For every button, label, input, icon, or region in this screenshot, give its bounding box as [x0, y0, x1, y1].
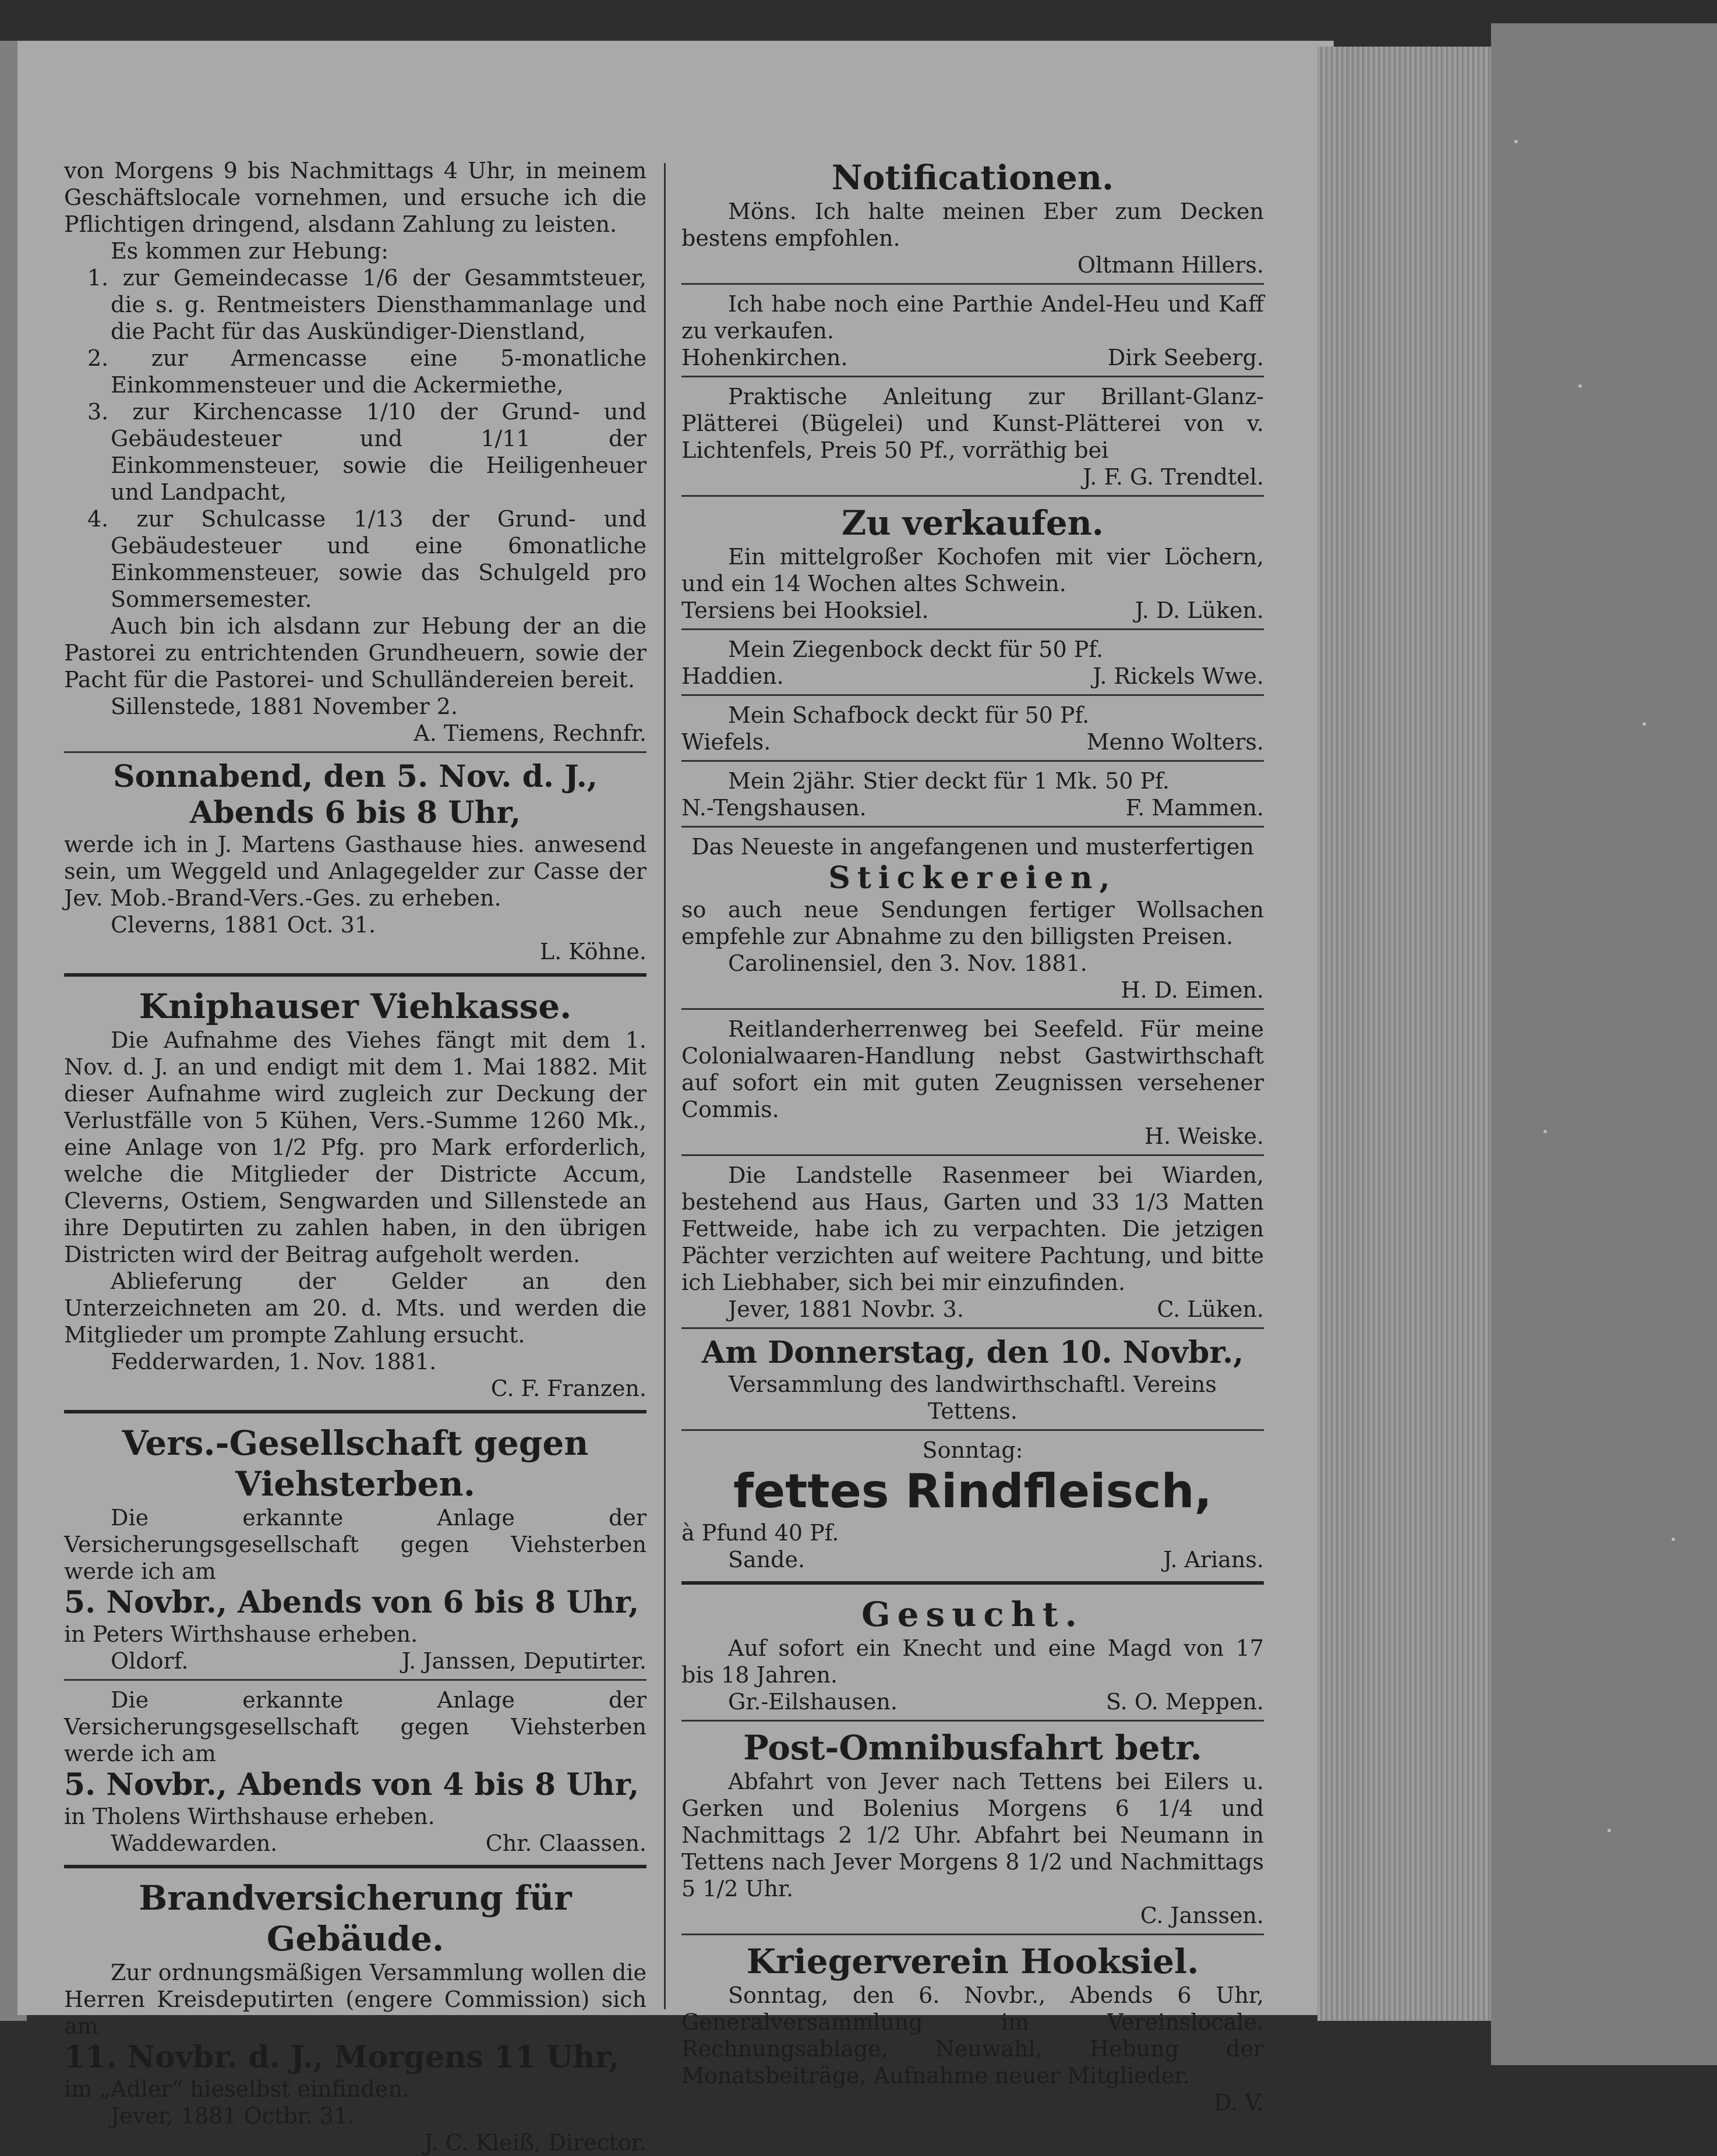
- divider: [681, 1934, 1264, 1935]
- ad-title: Brandversicherung für Gebäude.: [139, 1878, 572, 1959]
- notice-sign-row: [681, 1296, 1264, 1323]
- divider: [681, 826, 1264, 828]
- list-item: 4. zur Schulcasse 1/13 der Grund- und Gebäudesteuer und eine 6monatliche Einkommensteuer, sowie das Schulgeld pro Sommersemester.: [87, 506, 646, 612]
- ad-title: Gesucht.: [861, 1595, 1084, 1634]
- divider: [681, 1720, 1264, 1722]
- notice-date: Sillenstede, 1881 November 2.: [111, 694, 458, 719]
- divider: [681, 628, 1264, 630]
- notice-price: à Pfund 40 Pf.: [681, 1520, 839, 1546]
- ad-big: 5. Novbr., Abends von 4 bis 8 Uhr,: [64, 1767, 640, 1802]
- notice-body: Mein Schafbock deckt für 50 Pf.: [728, 702, 1090, 728]
- divider: [681, 1581, 1264, 1585]
- notice-signature: H. Weiske.: [1144, 1123, 1264, 1149]
- notice-signature: J. D. Lüken.: [1135, 598, 1264, 623]
- notice-signature: J. Arians.: [1163, 1547, 1264, 1572]
- divider: [64, 751, 646, 753]
- notice-signature: S. O. Meppen.: [1105, 1689, 1264, 1715]
- list-item: 3. zur Kirchencasse 1/10 der Grund- und Gebäudesteuer und 1/11 der Einkommensteuer, sowie die Heiligenheuer und Landpacht,: [87, 399, 646, 505]
- notice-body: Die Landstelle Rasenmeer bei Wiarden, bestehend aus Haus, Garten und 33 1/3 Matten Fettweide, habe ich zu verpachten. Die jetzigen Pächter verzichten auf weitere Pachtung, und bitte ich Liebhaber, sich bei mir einzufinden.: [681, 1162, 1264, 1295]
- notice-sign-row: [681, 663, 1264, 690]
- notice-body: Auf sofort ein Knecht und eine Magd von 17 bis 18 Jahren.: [681, 1635, 1264, 1688]
- notice-body: Reitlanderherrenweg bei Seefeld. Für meine Colonialwaaren-Handlung nebst Gastwirthschaft auf sofort ein mit guten Zeugnissen versehener Commis.: [681, 1016, 1264, 1122]
- divider: [681, 495, 1264, 497]
- ad-big: 5. Novbr., Abends von 6 bis 8 Uhr,: [64, 1585, 640, 1620]
- divider: [681, 1327, 1264, 1329]
- notice-intro: von Morgens 9 bis Nachmittags 4 Uhr, in meinem Geschäftslocale vornehmen, und ersuche ich die Pflichtigen dringend, alsdann Zahlung zu leisten.: [64, 158, 646, 237]
- notice-sign-row: [681, 1688, 1264, 1715]
- ad-body: Die Aufnahme des Viehes fängt mit dem 1. Nov. d. J. an und endigt mit dem 1. Mai 1882. Mit dieser Aufnahme wird zugleich zur Deckung der Verlustfälle von 5 Kühen, Vers.-Summe 1260 Mk., eine Anlage von 1/2 Pfg. pro Mark erforderlich, welche die Mitglieder der Districte Accum, Cleverns, Ostiem, Sengwarden und Sillenstede an ihre Deputirten zu zahlen haben, in den übrigen Districten wird der Beitrag aufgeholt werden.: [64, 1027, 646, 1267]
- ad-title: Zu verkaufen.: [841, 503, 1104, 543]
- ad-big: fettes Rindfleisch,: [733, 1464, 1212, 1518]
- ad-body: in Peters Wirthshause erheben.: [64, 1621, 418, 1647]
- ad-body: Ablieferung der Gelder an den Unterzeichneten am 20. d. Mts. und werden die Mitglieder um prompte Zahlung ersucht.: [64, 1268, 646, 1348]
- notice-date: Carolinensiel, den 3. Nov. 1881.: [728, 950, 1087, 976]
- ad-heading: Am Donnerstag, den 10. Novbr.,: [701, 1335, 1244, 1370]
- ad-signature: L. Köhne.: [539, 939, 646, 964]
- notice-body: Ich habe noch eine Parthie Andel-Heu und Kaff zu verkaufen.: [681, 291, 1264, 344]
- notice-signature: D. V.: [1213, 2090, 1264, 2115]
- list-item: 2. zur Armencasse eine 5-monatliche Einkommensteuer und die Ackermiethe,: [87, 345, 646, 398]
- notice-sign-row: [681, 597, 1264, 624]
- notice-body: Das Neueste in angefangenen und musterfertigen: [691, 834, 1254, 860]
- ad-date: Fedderwarden, 1. Nov. 1881.: [111, 1349, 437, 1374]
- divider: [681, 1429, 1264, 1431]
- notice-body: Abfahrt von Jever nach Tettens bei Eilers u. Gerken und Bolenius Morgens 6 1/4 und Nachmittags 2 1/2 Uhr. Abfahrt bei Neumann in Tettens nach Jever Morgens 8 1/2 und Nachmittags 5 1/2 Uhr.: [681, 1769, 1264, 1901]
- notice-body: Mein 2jähr. Stier deckt für 1 Mk. 50 Pf.: [728, 768, 1170, 794]
- divider: [681, 1154, 1264, 1156]
- notice-body: Ein mittelgroßer Kochofen mit vier Löchern, und ein 14 Wochen altes Schwein.: [681, 544, 1264, 596]
- ad-body: Zur ordnungsmäßigen Versammlung wollen die Herren Kreisdeputirten (engere Commission) sich am: [64, 1960, 646, 2039]
- ad-big: Stickereien,: [828, 860, 1117, 896]
- notice-location: Wiefels.: [681, 729, 771, 755]
- notice-signature: J. Rickels Wwe.: [1093, 663, 1264, 689]
- right-column: [681, 157, 1264, 2116]
- ad-title: Kriegerverein Hooksiel.: [746, 1942, 1199, 1981]
- notice-date: Jever, 1881 Novbr. 3.: [728, 1296, 964, 1322]
- ad-sign-row: [64, 1648, 646, 1674]
- notice-location: Sande.: [728, 1547, 805, 1572]
- column-divider: [664, 163, 666, 2009]
- divider: [681, 694, 1264, 696]
- notice-body: so auch neue Sendungen fertiger Wollsachen empfehle zur Abnahme zu den billigsten Preisen.: [681, 897, 1264, 949]
- divider: [64, 973, 646, 977]
- ad-signature: Chr. Claassen.: [485, 1830, 646, 1856]
- notice-body: Praktische Anleitung zur Brillant-Glanz-Plätterei (Bügelei) und Kunst-Plätterei von v. Lichtenfels, Preis 50 Pf., vorräthig bei: [681, 384, 1264, 463]
- ad-date: Cleverns, 1881 Oct. 31.: [111, 912, 376, 938]
- notice-body: Möns. Ich halte meinen Eber zum Decken bestens empfohlen.: [681, 199, 1264, 251]
- notice-signature: C. Janssen.: [1140, 1903, 1264, 1928]
- notice-closing: Auch bin ich alsdann zur Hebung der an die Pastorei zu entrichtenden Grundheuern, sowie der Pacht für die Pastorei- und Schulländereien bereit.: [64, 613, 646, 692]
- left-column: [64, 157, 646, 2156]
- notice-sign-row: [681, 794, 1264, 821]
- divider: [681, 283, 1264, 285]
- ad-signature: C. F. Franzen.: [490, 1376, 646, 1401]
- notice-signature: H. D. Eimen.: [1121, 977, 1264, 1003]
- notice-sign-row: [681, 1546, 1264, 1573]
- notice-location: Hohenkirchen.: [681, 345, 848, 370]
- notice-body: Mein Ziegenbock deckt für 50 Pf.: [728, 637, 1104, 662]
- notice-body: Versammlung des landwirthschaftl. Vereins Tettens.: [729, 1372, 1217, 1424]
- ad-heading: Abends 6 bis 8 Uhr,: [189, 795, 521, 830]
- divider: [64, 1865, 646, 1868]
- ad-signature: J. Janssen, Deputirter.: [401, 1648, 646, 1674]
- ad-body: Die erkannte Anlage der Versicherungsgesellschaft gegen Viehsterben werde ich am: [64, 1687, 646, 1766]
- notice-body: Sonntag, den 6. Novbr., Abends 6 Uhr, Generalversammlung im Vereinslocale. Rechnungsablage, Neuwahl, Hebung der Monatsbeiträge, Aufnahme neuer Mitglieder.: [681, 1982, 1264, 2088]
- ad-big: 11. Novbr. d. J., Morgens 11 Uhr,: [64, 2040, 620, 2075]
- divider: [64, 1410, 646, 1413]
- section-title: Notificationen.: [831, 158, 1114, 197]
- ad-title: Post-Omnibusfahrt betr.: [743, 1728, 1202, 1768]
- ad-sign-row: [64, 1830, 646, 1857]
- notice-signature: Dirk Seeberg.: [1107, 345, 1264, 370]
- ad-signature: J. C. Kleiß, Director.: [424, 2130, 646, 2155]
- notice-sign-row: [681, 344, 1264, 371]
- list-item: 1. zur Gemeindecasse 1/6 der Gesammtsteuer, die s. g. Rentmeisters Diensthammanlage und die Pacht für das Auskündiger-Dienstland,: [87, 265, 646, 344]
- ad-date: Jever, 1881 Octbr. 31.: [111, 2103, 355, 2129]
- ad-body: Die erkannte Anlage der Versicherungsgesellschaft gegen Viehsterben werde ich am: [64, 1505, 646, 1584]
- book-cover: [1491, 23, 1717, 2065]
- divider: [681, 376, 1264, 377]
- notice-location: Tersiens bei Hooksiel.: [681, 598, 929, 623]
- divider: [681, 1008, 1264, 1010]
- notice-lead: Es kommen zur Hebung:: [111, 238, 389, 264]
- notice-location: Gr.-Eilshausen.: [728, 1689, 898, 1715]
- notice-day: Sonntag:: [922, 1437, 1023, 1463]
- ad-location: Oldorf.: [111, 1648, 189, 1674]
- notice-signature: Oltmann Hillers.: [1077, 252, 1264, 278]
- ad-body: werde ich in J. Martens Gasthause hies. anwesend sein, um Weggeld und Anlagegelder zur Casse der Jev. Mob.-Brand-Vers.-Ges. zu erheben.: [64, 832, 646, 911]
- notice-signature: F. Mammen.: [1125, 795, 1264, 821]
- notice-location: Haddien.: [681, 663, 784, 689]
- ad-body: im „Adler“ hieselbst einfinden.: [64, 2076, 409, 2102]
- ad-title: Kniphauser Viehkasse.: [139, 987, 572, 1026]
- ad-body: in Tholens Wirthshause erheben.: [64, 1804, 435, 1829]
- notice-signature: J. F. G. Trendtel.: [1083, 464, 1264, 490]
- notice-signature: C. Lüken.: [1157, 1296, 1264, 1322]
- divider: [681, 760, 1264, 762]
- divider: [64, 1679, 646, 1681]
- notice-location: N.-Tengshausen.: [681, 795, 867, 821]
- ad-heading: Sonnabend, den 5. Nov. d. J.,: [113, 759, 598, 794]
- notice-sign-row: [681, 729, 1264, 755]
- ad-title: Vers.-Gesellschaft gegen Viehsterben.: [122, 1423, 589, 1504]
- ad-location: Waddewarden.: [111, 1830, 278, 1856]
- notice-signature: Menno Wolters.: [1086, 729, 1264, 755]
- notice-signature: A. Tiemens, Rechnfr.: [414, 720, 646, 746]
